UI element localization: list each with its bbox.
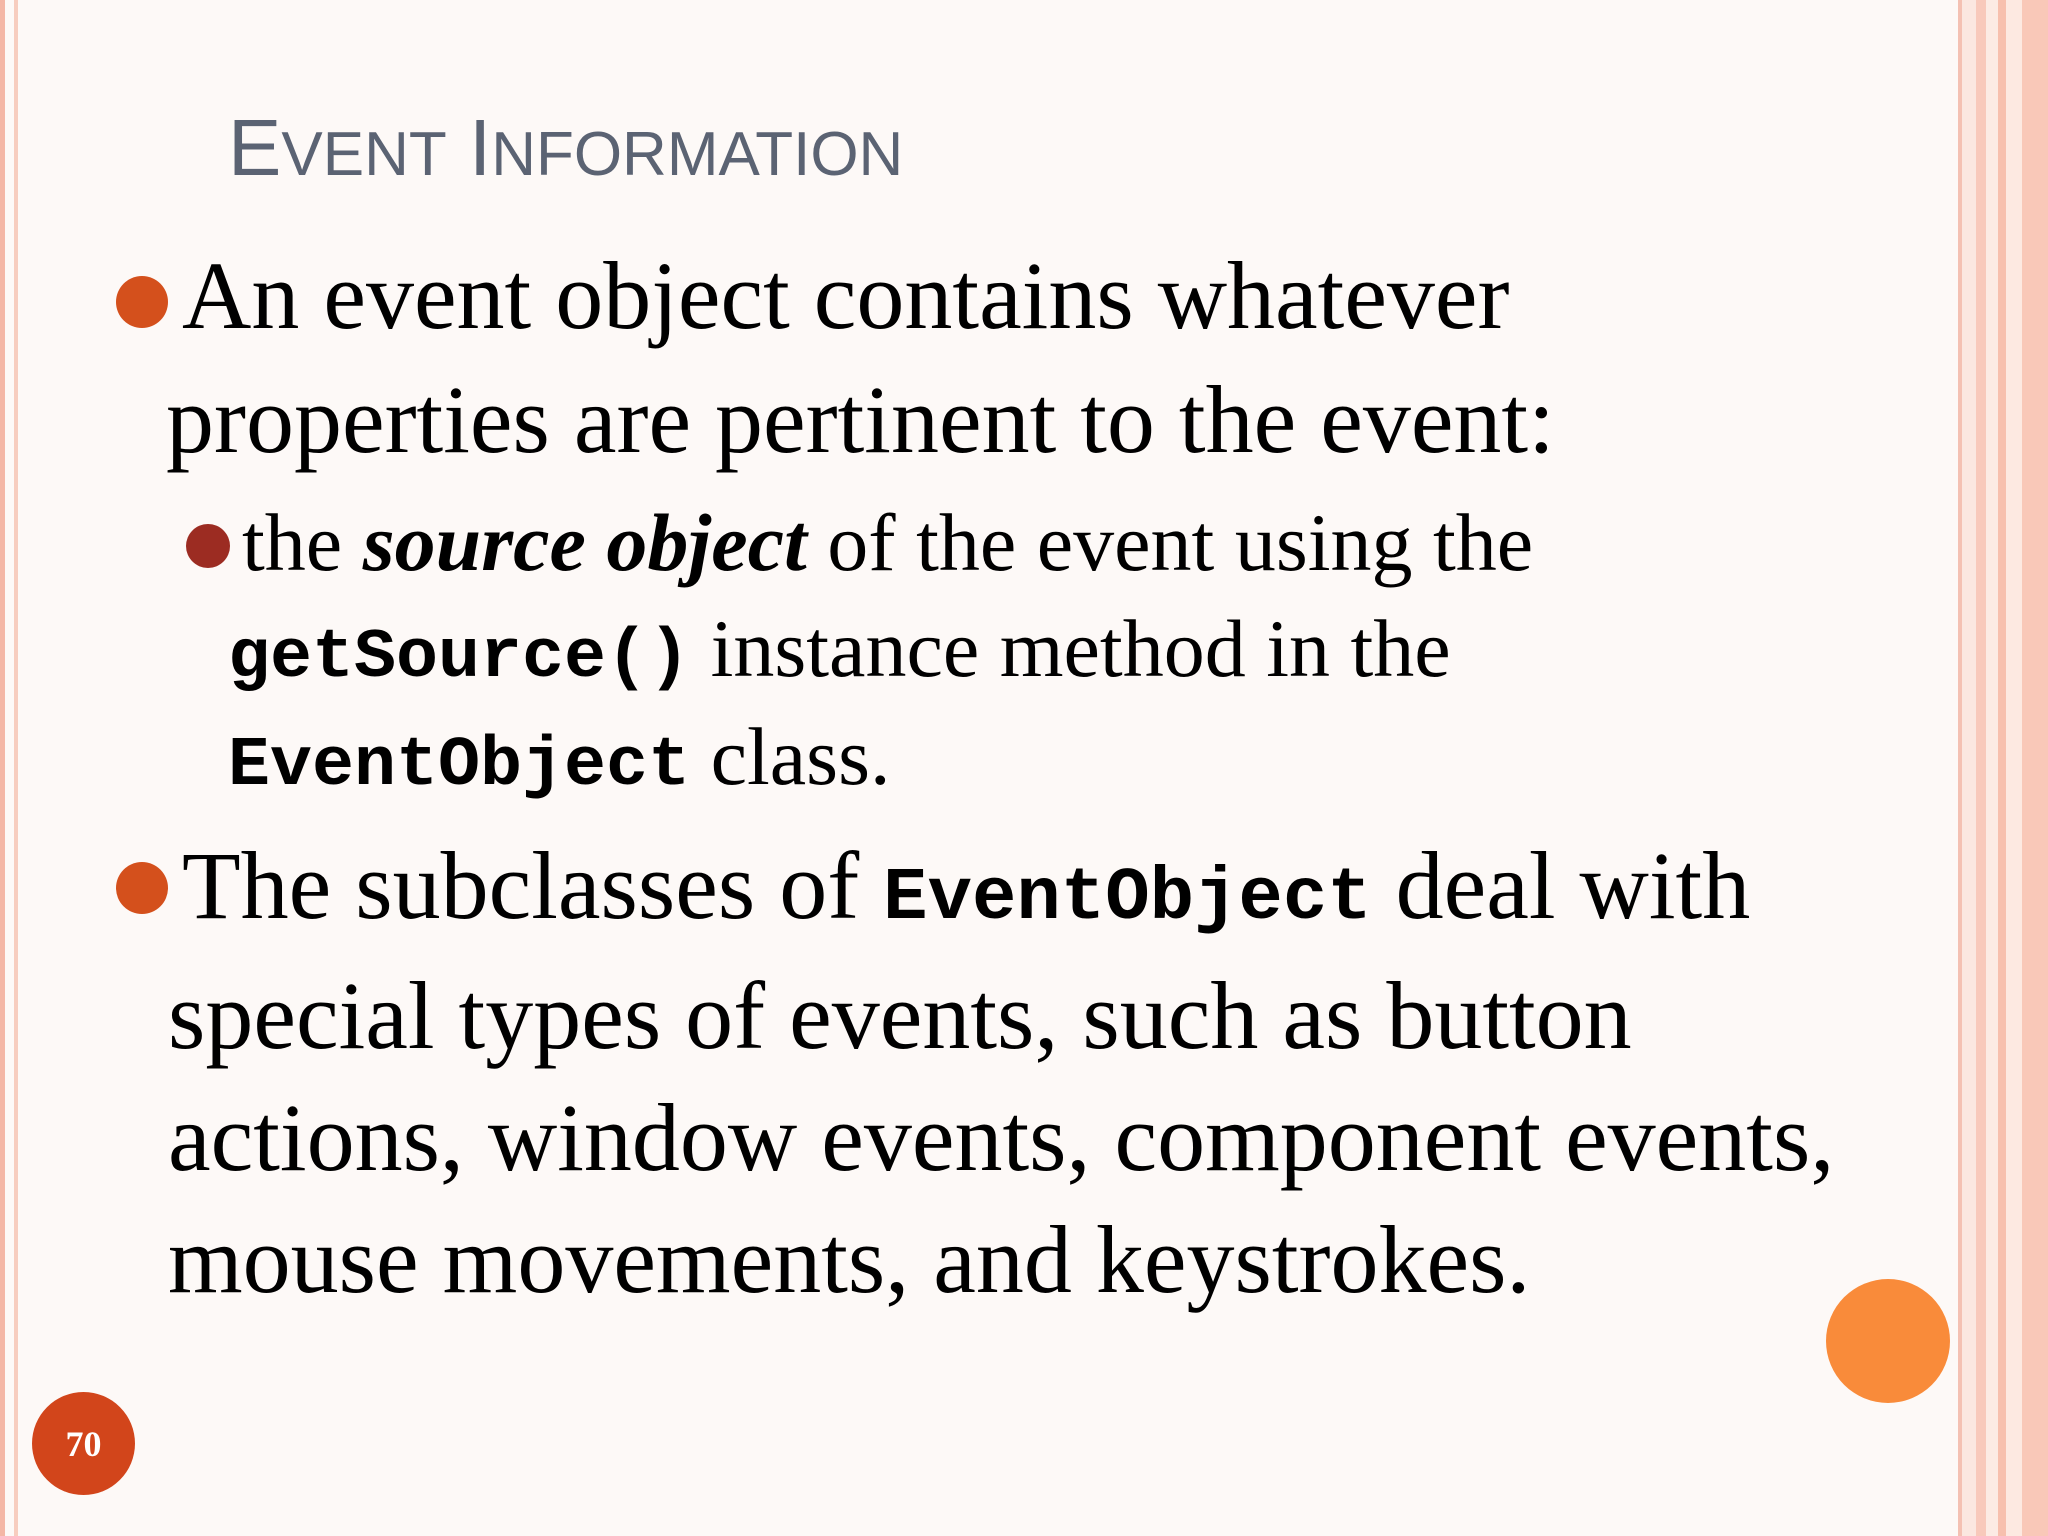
right-border-stripe — [2022, 0, 2048, 1536]
title-initial: E — [228, 103, 282, 192]
right-border-stripe — [1986, 0, 1998, 1536]
code-text: EventObject — [883, 857, 1372, 941]
right-border-stripe — [1998, 0, 2006, 1536]
title-text: NFORMATION — [491, 120, 904, 189]
left-border-stripe — [0, 0, 5, 1536]
bullet-text: properties are pertinent to the event: — [166, 366, 1555, 473]
code-text: EventObject — [228, 727, 691, 806]
bullet-dot-icon — [116, 862, 168, 914]
bullet-text: actions, window events, component events, — [168, 1084, 1835, 1191]
right-border-stripe — [2006, 0, 2022, 1536]
right-border-stripe — [1976, 0, 1986, 1536]
sub-bullet-text-part: instance method in the — [690, 603, 1451, 694]
sub-bullet-text-part: the — [242, 497, 363, 588]
bullet-dot-icon — [116, 276, 168, 328]
sub-bullet-text-part: class. — [690, 711, 891, 802]
bullet-text-part: deal with — [1371, 832, 1751, 939]
right-border-stripe — [1962, 0, 1976, 1536]
decorative-circle — [1826, 1279, 1950, 1403]
sub-bullet-text-part: of the event using the — [806, 497, 1534, 588]
code-text: getSource() — [228, 619, 691, 698]
sub-bullet-text — [228, 603, 1451, 698]
sub-bullet-dot-icon — [186, 524, 230, 568]
bullet-text-part: The subclasses of — [182, 832, 884, 939]
sub-bullet-text — [242, 497, 1534, 588]
bullet-text: An event object contains whatever — [182, 242, 1510, 349]
bullet-text — [182, 832, 1751, 941]
slide-title — [228, 103, 904, 192]
bullet-text: special types of events, such as button — [168, 962, 1632, 1069]
sub-bullet-text — [228, 711, 891, 806]
bullet-text: mouse movements, and keystrokes. — [168, 1206, 1531, 1313]
page-number: 70 — [65, 1423, 102, 1464]
title-text: VENT — [281, 120, 447, 189]
title-initial: I — [468, 103, 492, 192]
left-border-stripe-inner — [14, 0, 18, 1536]
page-number-badge — [32, 1392, 135, 1495]
emphasis-text: source object — [362, 497, 807, 588]
